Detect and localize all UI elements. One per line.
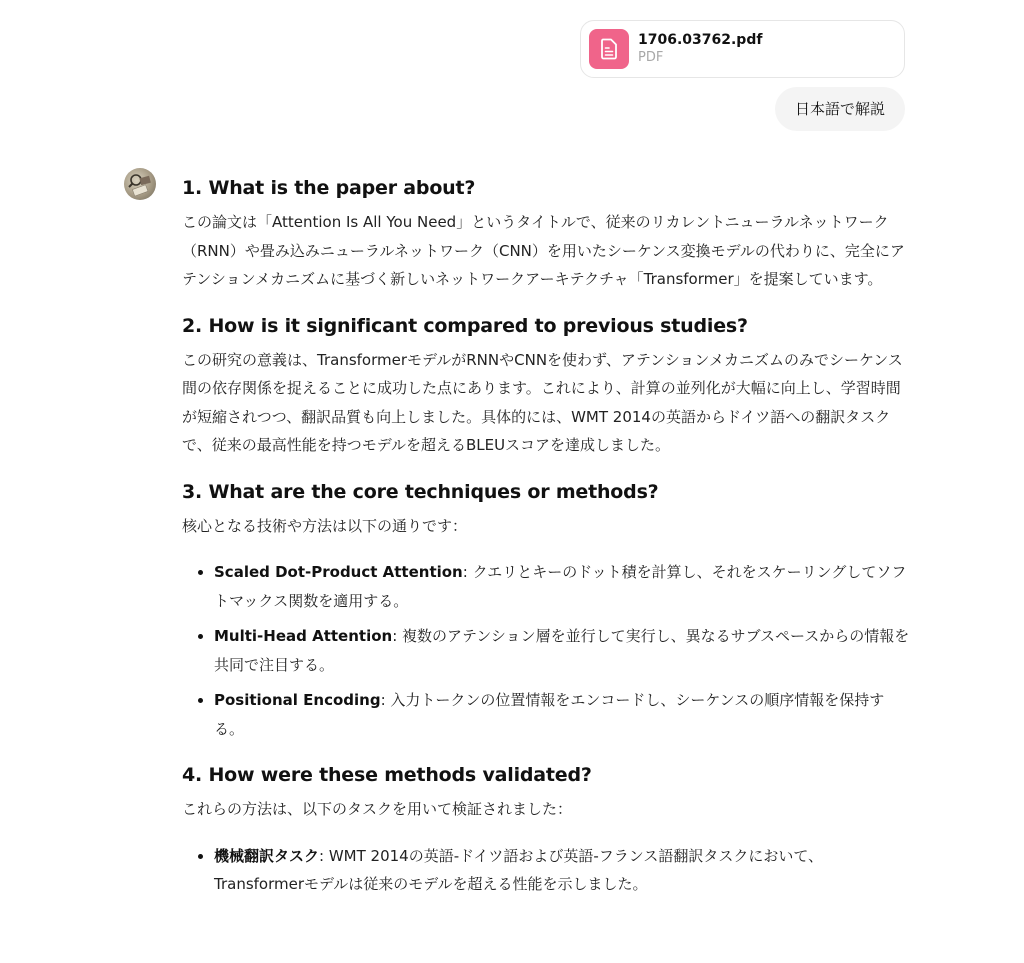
section-body: この研究の意義は、TransformerモデルがRNNやCNNを使わず、アテンションメカニズムのみでシーケンス間の依存関係を捉えることに成功した点にあります。これにより、計算の並列化が大幅に向上し、学習時間が短縮されつつ、翻訳品質も向上しました。具体的には、WMT 2014の英語からドイツ語への翻訳タスクで、従来の最高性能を持つモデルを超えるBLEUスコアを達成しました。 <box>182 350 903 454</box>
item-desc: : 入力トークンの位置情報をエンコードし、シーケンスの順序情報を保持する。 <box>214 691 885 738</box>
document-icon <box>589 29 629 69</box>
section-3 <box>182 472 912 744</box>
item-term: Multi-Head Attention <box>214 627 393 645</box>
user-message <box>580 20 905 131</box>
file-name: 1706.03762.pdf <box>638 32 763 48</box>
item-desc: : WMT 2014の英語-ドイツ語および英語-フランス語翻訳タスクにおいて、Transformerモデルは従来のモデルを超える性能を示しました。 <box>214 846 824 893</box>
pdf-attachment-card[interactable] <box>580 20 905 78</box>
section-heading: 3. What are the core techniques or methods? <box>182 480 659 503</box>
technique-list <box>182 558 912 743</box>
user-message-bubble: 日本語で解説 <box>775 87 905 131</box>
list-item <box>214 686 912 743</box>
list-item <box>214 622 912 679</box>
section-2 <box>182 306 912 460</box>
section-heading: 2. How is it significant compared to previous studies? <box>182 314 748 337</box>
section-body: 核心となる技術や方法は以下の通りです： <box>182 516 468 535</box>
item-term: Positional Encoding <box>214 691 381 709</box>
list-item <box>214 558 912 615</box>
item-desc: : クエリとキーのドット積を計算し、それをスケーリングしてソフトマックス関数を適用する。 <box>214 563 907 610</box>
section-1 <box>182 168 912 294</box>
section-body: これらの方法は、以下のタスクを用いて検証されました： <box>182 800 573 818</box>
item-desc: : 複数のアテンション層を並行して実行し、異なるサブスペースからの情報を共同で注目する。 <box>214 627 910 674</box>
item-term: 機械翻訳タスク <box>214 846 320 865</box>
assistant-content <box>182 168 912 911</box>
section-4 <box>182 755 912 899</box>
validation-list <box>182 842 912 899</box>
item-term: Scaled Dot-Product Attention <box>214 563 463 581</box>
section-heading: 4. How were these methods validated? <box>182 764 592 786</box>
section-body: この論文は「Attention Is All You Need」というタイトルで、従来のリカレントニューラルネットワーク（RNN）や畳み込みニューラルネットワーク（CNN）を用いたシーケンス変換モデルの代わりに、完全にアテンションメカニズムに基づく新しいネットワークアーキテクチャ「Transformer」を提案しています。 <box>182 213 905 288</box>
assistant-avatar <box>124 168 156 200</box>
file-type: PDF <box>638 50 664 65</box>
list-item <box>214 842 912 899</box>
section-heading: 1. What is the paper about? <box>182 177 476 199</box>
